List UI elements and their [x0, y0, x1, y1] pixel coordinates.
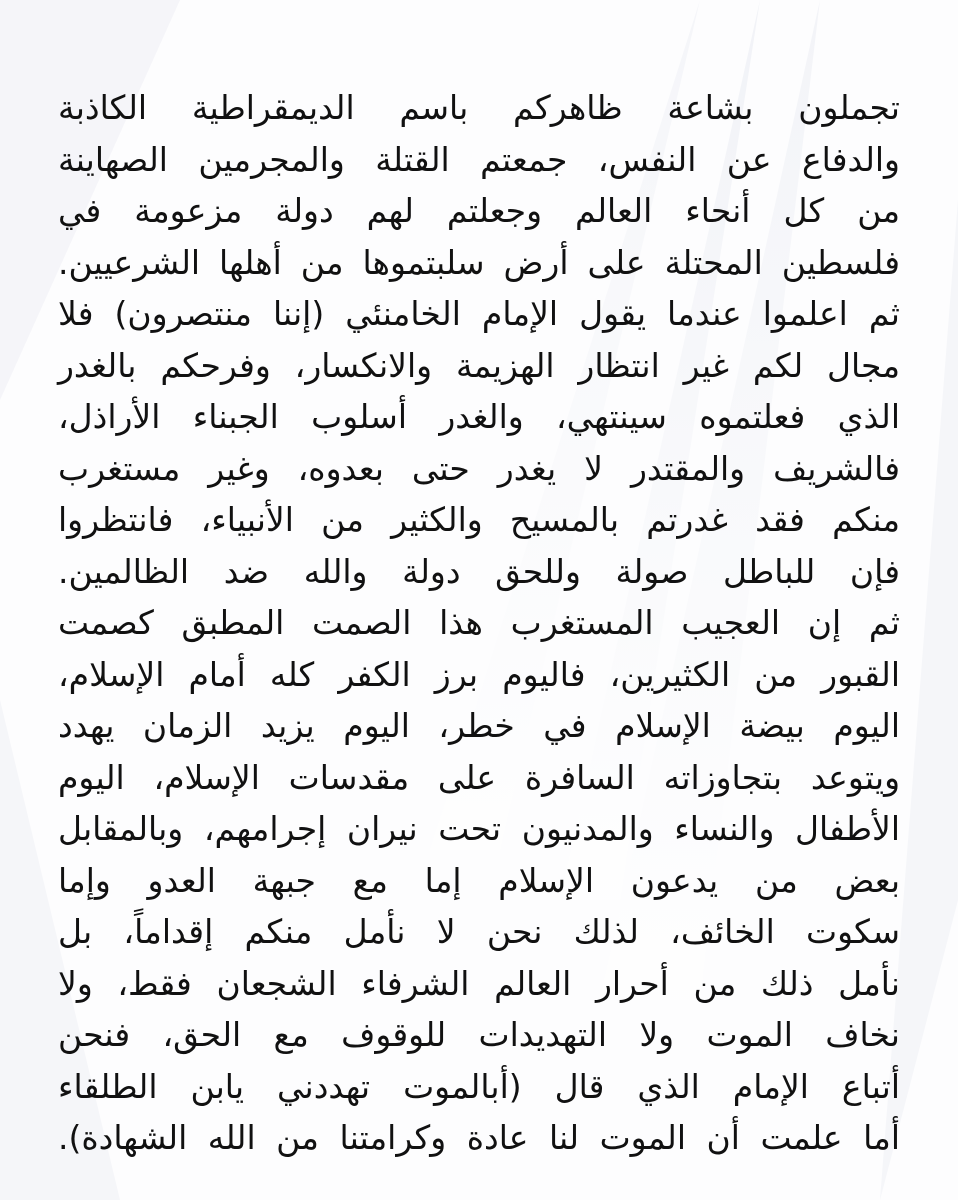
text-line: القبور من الكثيرين، فاليوم برز الكفر كله أمام الإسلام،: [58, 654, 900, 694]
text-line: تجملون بشاعة ظاهركم باسم الديمقراطية الكاذبة: [58, 88, 900, 127]
text-line: فإن للباطل صولة وللحق دولة والله ضد الظالمين.: [58, 551, 900, 591]
text-line: سكوت الخائف، لذلك نحن لا نأمل منكم إقداماً، بل: [58, 912, 900, 951]
text-line: نخاف الموت ولا التهديدات للوقوف مع الحق، فنحن: [58, 1015, 900, 1054]
text-line: الأطفال والنساء والمدنيون تحت نيران إجرامهم، وبالمقابل: [58, 809, 900, 848]
text-line: أتباع الإمام الذي قال (أبالموت تهددني يابن الطلقاء: [58, 1066, 900, 1106]
text-line: أما علمت أن الموت لنا عادة وكرامتنا من الله الشهادة).: [58, 1118, 900, 1157]
text-line: بعض من يدعون الإسلام إما مع جبهة العدو وإما: [58, 860, 900, 900]
text-line: ويتوعد بتجاوزاته السافرة على مقدسات الإسلام، اليوم: [58, 757, 900, 797]
text-line: فالشريف والمقتدر لا يغدر حتى بعدوه، وغير مستغرب: [58, 448, 900, 488]
text-line: نأمل ذلك من أحرار العالم الشرفاء الشجعان فقط، ولا: [58, 963, 900, 1003]
text-line: ثم اعلموا عندما يقول الإمام الخامنئي (إننا منتصرون) فلا: [58, 294, 900, 333]
text-line: ثم إن العجيب المستغرب هذا الصمت المطبق كصمت: [58, 603, 900, 642]
text-line: منكم فقد غدرتم بالمسيح والكثير من الأنبياء، فانتظروا: [58, 500, 900, 539]
text-line: فلسطين المحتلة على أرض سلبتموها من أهلها الشرعيين.: [58, 242, 900, 282]
text-line: من كل أنحاء العالم وجعلتم لهم دولة مزعومة في: [58, 191, 900, 230]
document-body: [58, 82, 900, 1164]
text-line: الذي فعلتموه سينتهي، والغدر أسلوب الجبناء الأراذل،: [58, 397, 900, 436]
text-line: والدفاع عن النفس، جمعتم القتلة والمجرمين الصهاينة: [58, 139, 900, 179]
text-line: مجال لكم غير انتظار الهزيمة والانكسار، وفرحكم بالغدر: [58, 345, 900, 385]
text-line: اليوم بيضة الإسلام في خطر، اليوم يزيد الزمان يهدد: [58, 706, 900, 745]
